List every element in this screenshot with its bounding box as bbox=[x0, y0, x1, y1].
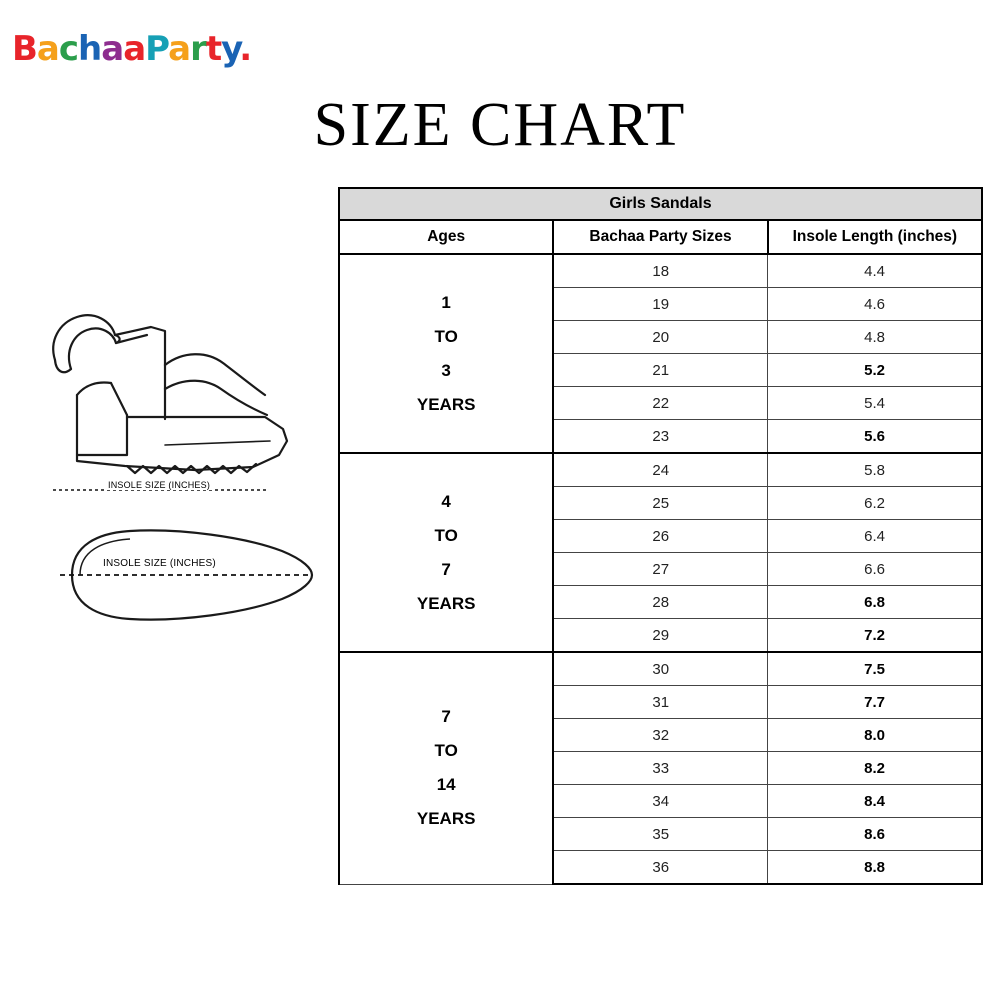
size-cell: 28 bbox=[553, 586, 767, 619]
size-cell: 24 bbox=[553, 453, 767, 487]
size-cell: 25 bbox=[553, 487, 767, 520]
length-cell: 8.8 bbox=[768, 851, 982, 885]
length-cell: 4.8 bbox=[768, 321, 982, 354]
size-cell: 34 bbox=[553, 785, 767, 818]
length-cell: 5.2 bbox=[768, 354, 982, 387]
age-line: 14 bbox=[436, 775, 456, 795]
length-cell: 4.6 bbox=[768, 288, 982, 321]
size-cell: 21 bbox=[553, 354, 767, 387]
insole-sole-caption: INSOLE SIZE (INCHES) bbox=[100, 558, 219, 569]
age-line: TO bbox=[434, 525, 458, 545]
length-cell: 8.6 bbox=[768, 818, 982, 851]
size-cell: 20 bbox=[553, 321, 767, 354]
brand-logo-text: BachaaParty. bbox=[12, 29, 252, 69]
table-title-row bbox=[339, 188, 982, 220]
size-cell: 27 bbox=[553, 553, 767, 586]
size-cell: 36 bbox=[553, 851, 767, 885]
size-cell: 33 bbox=[553, 752, 767, 785]
age-line: 4 bbox=[441, 491, 451, 511]
length-cell: 6.2 bbox=[768, 487, 982, 520]
page-title: SIZE CHART bbox=[313, 91, 687, 159]
age-group-cell bbox=[339, 254, 553, 453]
column-header-ages: Ages bbox=[339, 220, 553, 254]
size-cell: 35 bbox=[553, 818, 767, 851]
length-cell: 8.2 bbox=[768, 752, 982, 785]
length-cell: 8.4 bbox=[768, 785, 982, 818]
sandal-sole-illustration bbox=[20, 515, 320, 635]
age-line: 7 bbox=[441, 559, 451, 579]
size-cell: 19 bbox=[553, 288, 767, 321]
size-cell: 18 bbox=[553, 254, 767, 288]
age-line: YEARS bbox=[416, 394, 476, 414]
table-header-row bbox=[339, 220, 982, 254]
table-row bbox=[339, 453, 982, 487]
table-row bbox=[339, 652, 982, 686]
size-cell: 29 bbox=[553, 619, 767, 653]
size-chart-table bbox=[338, 187, 983, 885]
brand-logo bbox=[12, 18, 252, 80]
column-header-sizes: Bachaa Party Sizes bbox=[553, 220, 767, 254]
age-line: 1 bbox=[441, 292, 451, 312]
length-cell: 5.8 bbox=[768, 453, 982, 487]
length-cell: 6.4 bbox=[768, 520, 982, 553]
age-line: YEARS bbox=[416, 593, 476, 613]
table-row bbox=[339, 254, 982, 288]
age-line: 3 bbox=[441, 360, 451, 380]
size-cell: 23 bbox=[553, 420, 767, 454]
size-cell: 30 bbox=[553, 652, 767, 686]
length-cell: 8.0 bbox=[768, 719, 982, 752]
sandal-side-illustration bbox=[15, 265, 315, 505]
size-cell: 32 bbox=[553, 719, 767, 752]
size-cell: 22 bbox=[553, 387, 767, 420]
age-line: TO bbox=[434, 326, 458, 346]
length-cell: 5.6 bbox=[768, 420, 982, 454]
age-group-cell bbox=[339, 453, 553, 652]
length-cell: 6.8 bbox=[768, 586, 982, 619]
size-cell: 26 bbox=[553, 520, 767, 553]
length-cell: 4.4 bbox=[768, 254, 982, 288]
age-line: 7 bbox=[441, 707, 451, 727]
length-cell: 6.6 bbox=[768, 553, 982, 586]
length-cell: 7.7 bbox=[768, 686, 982, 719]
length-cell: 7.2 bbox=[768, 619, 982, 653]
age-group-cell bbox=[339, 652, 553, 884]
age-line: TO bbox=[434, 741, 458, 761]
table-title: Girls Sandals bbox=[339, 188, 982, 220]
column-header-insole-length: Insole Length (inches) bbox=[768, 220, 982, 254]
age-line: YEARS bbox=[416, 809, 476, 829]
length-cell: 5.4 bbox=[768, 387, 982, 420]
size-cell: 31 bbox=[553, 686, 767, 719]
insole-side-caption: INSOLE SIZE (INCHES) bbox=[105, 480, 213, 490]
length-cell: 7.5 bbox=[768, 652, 982, 686]
